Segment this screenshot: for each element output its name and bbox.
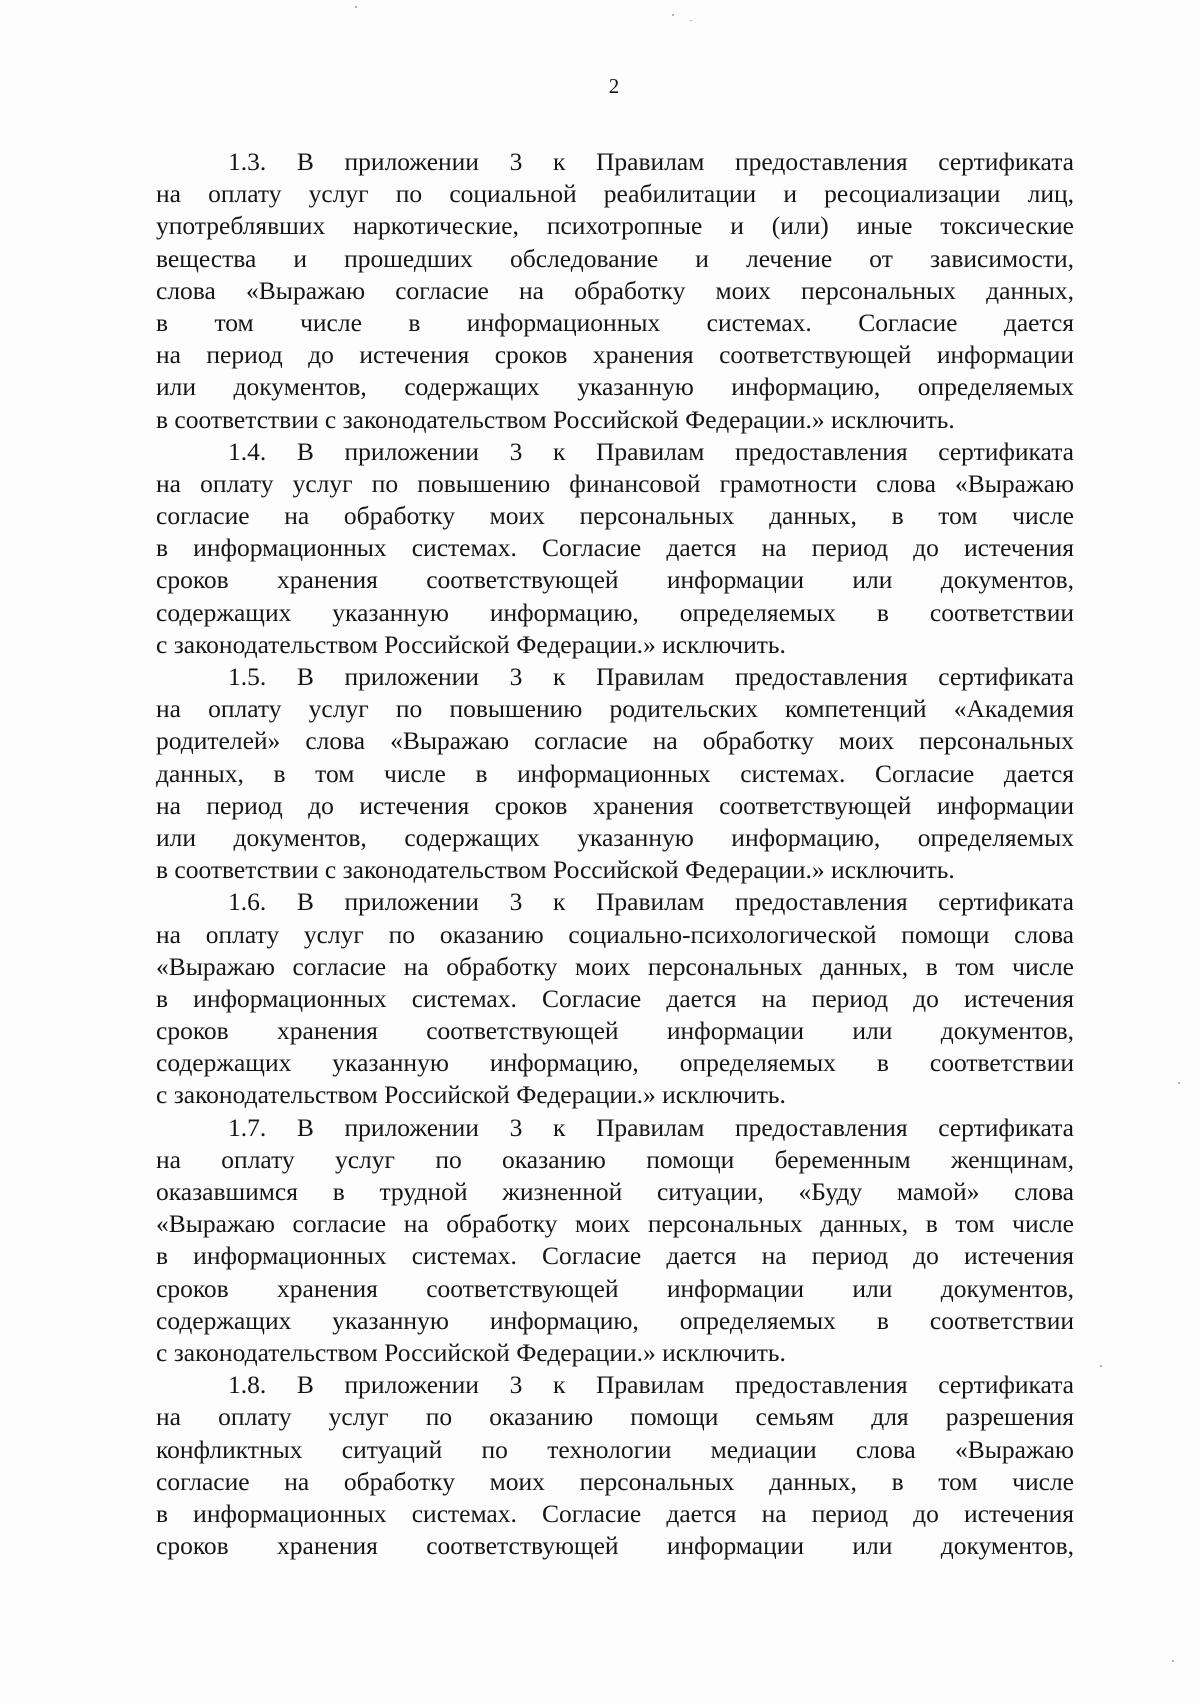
paragraph (156, 1369, 1074, 1562)
text-line: сроков хранения соответствующей информации или документов, (156, 1531, 1074, 1561)
text-line: содержащих указанную информацию, определяемых в соответствии (156, 1048, 1074, 1078)
text-line: с законодательством Российской Федерации.» исключить. (156, 1080, 786, 1110)
text-line: на оплату услуг по оказанию помощи семьям для разрешения (156, 1402, 1074, 1432)
text-line: «Выражаю согласие на обработку моих персональных данных, в том числе (156, 1209, 1074, 1239)
text-line: в информационных системах. Согласие дается на период до истечения (156, 1241, 1074, 1271)
text-line: конфликтных ситуаций по технологии медиации слова «Выражаю (156, 1434, 1074, 1464)
text-line: или документов, содержащих указанную информацию, определяемых (156, 822, 1074, 852)
text-line: вещества и прошедших обследование и лечение от зависимости, (156, 243, 1074, 273)
text-line: сроков хранения соответствующей информации или документов, (156, 1016, 1074, 1046)
paragraph (156, 886, 1074, 1111)
text-line: в информационных системах. Согласие дается на период до истечения (156, 533, 1074, 563)
text-line: сроков хранения соответствующей информации или документов, (156, 565, 1074, 595)
text-line: 1.5. В приложении 3 к Правилам предоставления сертификата (228, 662, 1074, 691)
text-line: в соответствии с законодательством Российской Федерации.» исключить. (156, 855, 955, 885)
text-line: 1.7. В приложении 3 к Правилам предоставления сертификата (228, 1112, 1074, 1142)
text-line: употреблявших наркотические, психотропные и (или) иные токсические (156, 211, 1074, 241)
text-line: на оплату услуг по оказанию социально-психологической помощи слова (156, 919, 1074, 949)
scan-speck (1178, 1082, 1180, 1084)
text-line: на оплату услуг по повышению финансовой грамотности слова «Выражаю (156, 468, 1074, 498)
paragraph (156, 436, 1074, 661)
text-line: родителей» слова «Выражаю согласие на обработку моих персональных (156, 726, 1074, 756)
text-line: на период до истечения сроков хранения соответствующей информации (156, 340, 1074, 370)
text-line: на период до истечения сроков хранения соответствующей информации (156, 790, 1074, 820)
text-line: на оплату услуг по социальной реабилитации и ресоциализации лиц, (156, 179, 1074, 209)
text-line: в том числе в информационных системах. Согласие дается (156, 307, 1074, 337)
document-body (156, 146, 1074, 1562)
text-line: 1.3. В приложении 3 к Правилам предоставления сертификата (228, 147, 1074, 176)
text-line: «Выражаю согласие на обработку моих персональных данных, в том числе (156, 951, 1074, 981)
text-line: с законодательством Российской Федерации.» исключить. (156, 629, 786, 659)
text-line: содержащих указанную информацию, определяемых в соответствии (156, 597, 1074, 627)
text-line: в информационных системах. Согласие дается на период до истечения (156, 1498, 1074, 1528)
paragraph (156, 146, 1074, 436)
text-line: содержащих указанную информацию, определяемых в соответствии (156, 1305, 1074, 1335)
scan-speck (355, 6, 357, 8)
text-line: данных, в том числе в информационных системах. Согласие дается (156, 758, 1074, 788)
scan-speck (1100, 1365, 1102, 1367)
scan-speck (690, 20, 692, 21)
page-number: 2 (608, 74, 620, 98)
text-line: оказавшимся в трудной жизненной ситуации, «Буду мамой» слова (156, 1177, 1074, 1206)
text-line: согласие на обработку моих персональных данных, в том числе (156, 1466, 1074, 1496)
text-line: на оплату услуг по повышению родительских компетенций «Академия (156, 694, 1074, 724)
text-line: в информационных системах. Согласие дается на период до истечения (156, 983, 1074, 1013)
text-line: или документов, содержащих указанную информацию, определяемых (156, 372, 1074, 402)
text-line: сроков хранения соответствующей информации или документов, (156, 1273, 1074, 1303)
text-line: 1.4. В приложении 3 к Правилам предоставления сертификата (228, 436, 1074, 466)
text-line: на оплату услуг по оказанию помощи беременным женщинам, (156, 1144, 1074, 1174)
text-line: согласие на обработку моих персональных данных, в том числе (156, 501, 1074, 531)
paragraph (156, 1112, 1074, 1370)
paragraph (156, 661, 1074, 886)
scan-speck (1172, 1660, 1174, 1662)
text-line: 1.8. В приложении 3 к Правилам предоставления сертификата (228, 1370, 1074, 1400)
text-line: с законодательством Российской Федерации.» исключить. (156, 1337, 786, 1367)
text-line: в соответствии с законодательством Российской Федерации.» исключить. (156, 404, 955, 434)
text-line: слова «Выражаю согласие на обработку моих персональных данных, (156, 275, 1074, 305)
text-line: 1.6. В приложении 3 к Правилам предоставления сертификата (228, 887, 1074, 917)
scan-speck (672, 14, 674, 16)
